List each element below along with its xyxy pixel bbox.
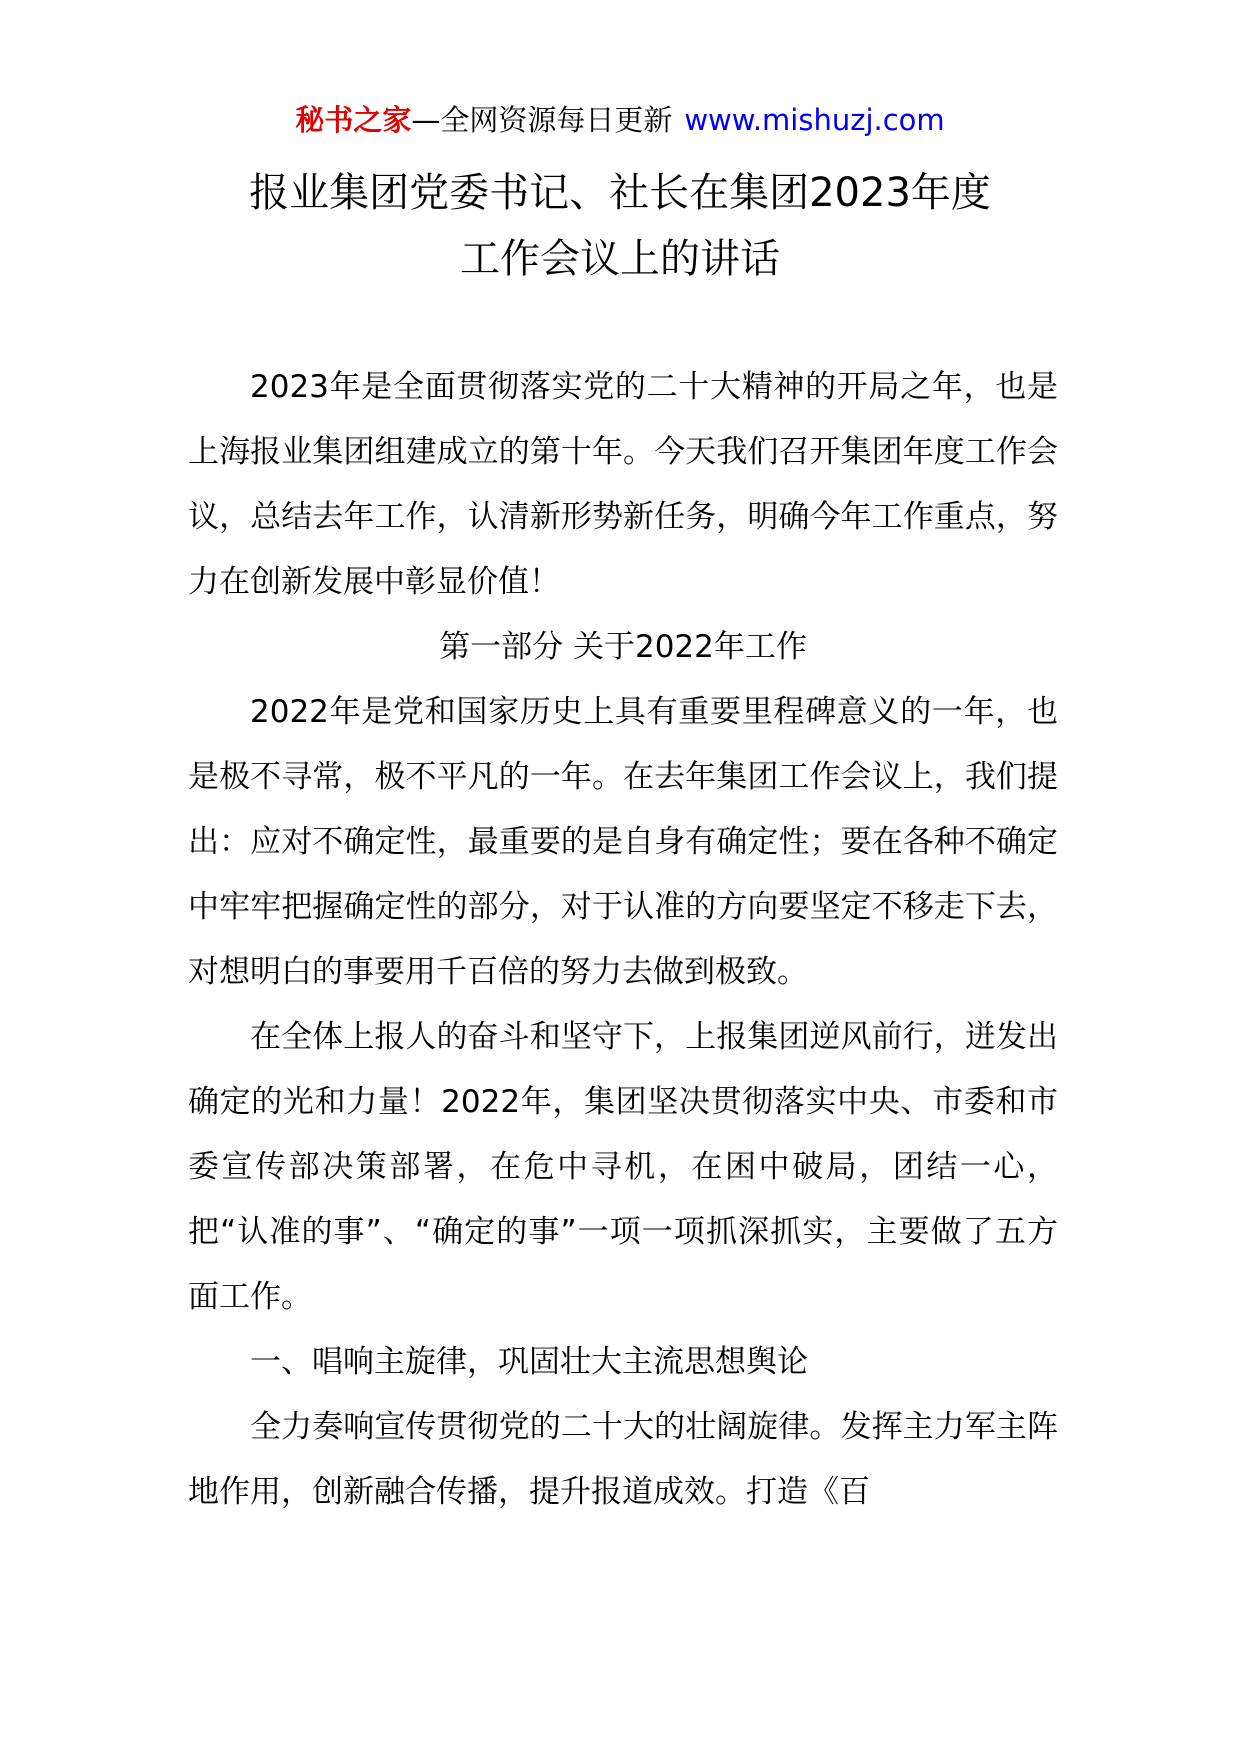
- site-url-link[interactable]: www.mishuzj.com: [684, 103, 945, 137]
- paragraph-main-melody: 全力奏响宣传贯彻党的二十大的壮阔旋律。发挥主力军主阵地作用，创新融合传播，提升报道成效。打造《百: [188, 1409, 1058, 1510]
- site-tagline: —全网资源每日更新: [411, 103, 673, 137]
- sub-heading-one: 一、唱响主旋律，巩固壮大主流思想舆论: [250, 1344, 808, 1380]
- section-heading-part-one: 第一部分 关于2022年工作: [439, 629, 807, 665]
- title-line-2: 工作会议上的讲话: [460, 236, 780, 282]
- paragraph-achievements: 在全体上报人的奋斗和坚守下，上报集团逆风前行，迸发出确定的光和力量！2022年，集团坚决贯彻落实中央、市委和市委宣传部决策部署，在危中寻机，在困中破局，团结一心，把“认准的事”、“确定的事”一项一项抓深抓实，主要做了五方面工作。: [188, 1019, 1058, 1315]
- paragraph-2022-overview: 2022年是党和国家历史上具有重要里程碑意义的一年，也是极不寻常，极不平凡的一年。在去年集团工作会议上，我们提出：应对不确定性，最重要的是自身有确定性；要在各种不确定中牢牢把握确定性的部分，对于认准的方向要坚定不移走下去，对想明白的事要用千百倍的努力去做到极致。: [188, 694, 1058, 990]
- site-header: [0, 100, 1240, 140]
- title-line-1: 报业集团党委书记、社长在集团2023年度: [249, 170, 991, 216]
- document-body: [188, 355, 1058, 1525]
- site-brand: 秘书之家: [295, 103, 412, 137]
- paragraph-intro: 2023年是全面贯彻落实党的二十大精神的开局之年，也是上海报业集团组建成立的第十年。今天我们召开集团年度工作会议，总结去年工作，认清新形势新任务，明确今年工作重点，努力在创新发展中彰显价值！: [188, 369, 1058, 600]
- document-title: [150, 160, 1090, 292]
